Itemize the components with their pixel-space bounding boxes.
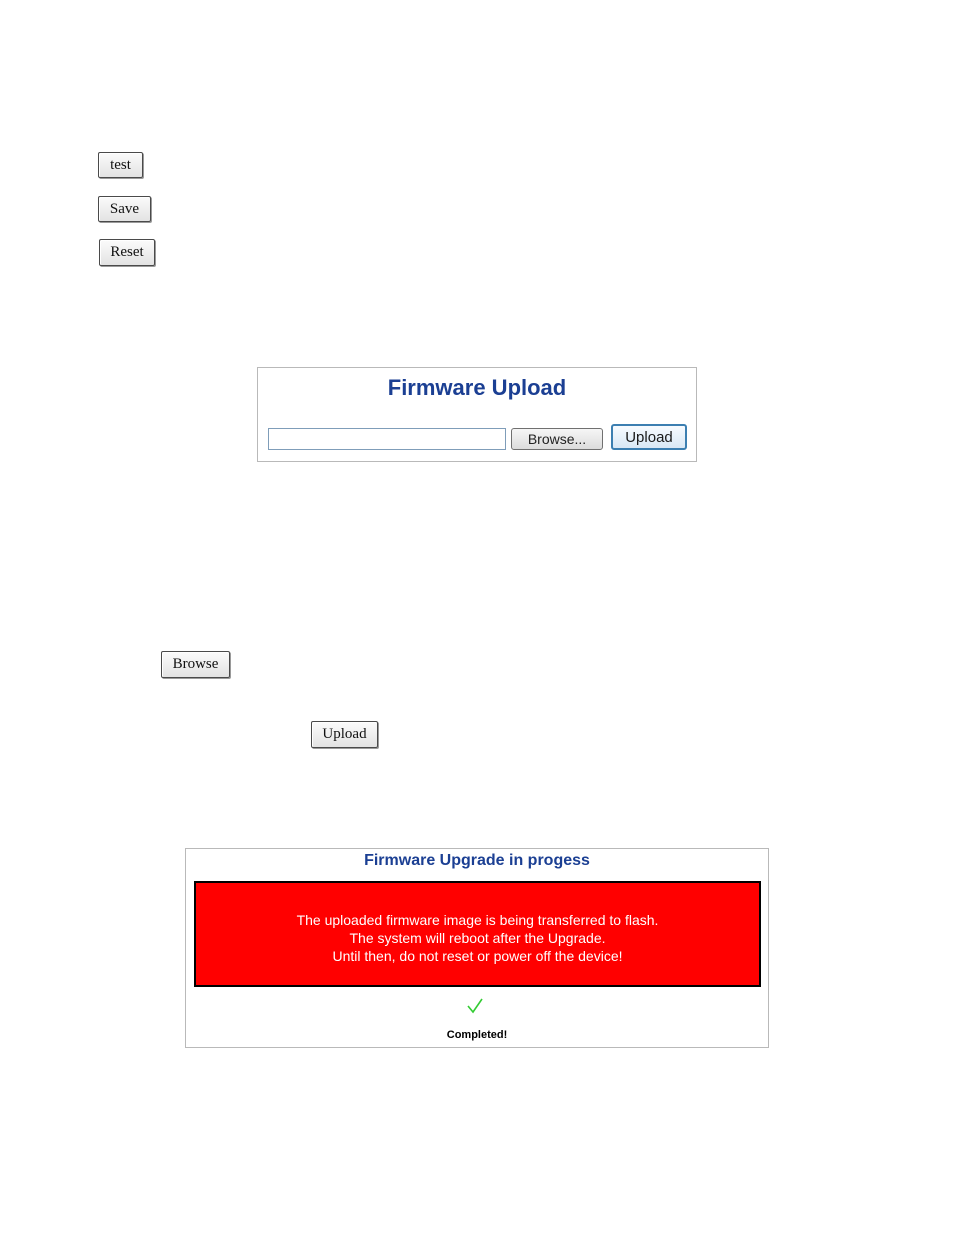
firmware-file-input[interactable]: [268, 428, 506, 450]
firmware-upgrade-panel: [185, 848, 769, 1048]
warning-message-line: The system will reboot after the Upgrade.: [349, 930, 606, 946]
upload-button[interactable]: Upload: [311, 721, 378, 748]
firmware-upload-title: Firmware Upload: [387, 375, 567, 400]
browse-button[interactable]: Browse: [161, 651, 230, 678]
save-button[interactable]: Save: [98, 196, 151, 222]
completed-status: Completed!: [446, 1029, 508, 1041]
upgrade-warning-box: [194, 881, 761, 987]
upload-firmware-button[interactable]: Upload: [611, 424, 687, 450]
warning-message-line: The uploaded firmware image is being transferred to flash.: [296, 912, 659, 928]
checkmark-icon: [466, 997, 484, 1015]
browse-file-button[interactable]: Browse...: [511, 428, 603, 450]
firmware-upload-panel: [257, 367, 697, 462]
firmware-upgrade-title: Firmware Upgrade in progess: [364, 852, 590, 869]
test-button[interactable]: test: [98, 152, 143, 178]
reset-button[interactable]: Reset: [99, 239, 155, 266]
warning-message-line: Until then, do not reset or power off the device!: [332, 948, 623, 964]
